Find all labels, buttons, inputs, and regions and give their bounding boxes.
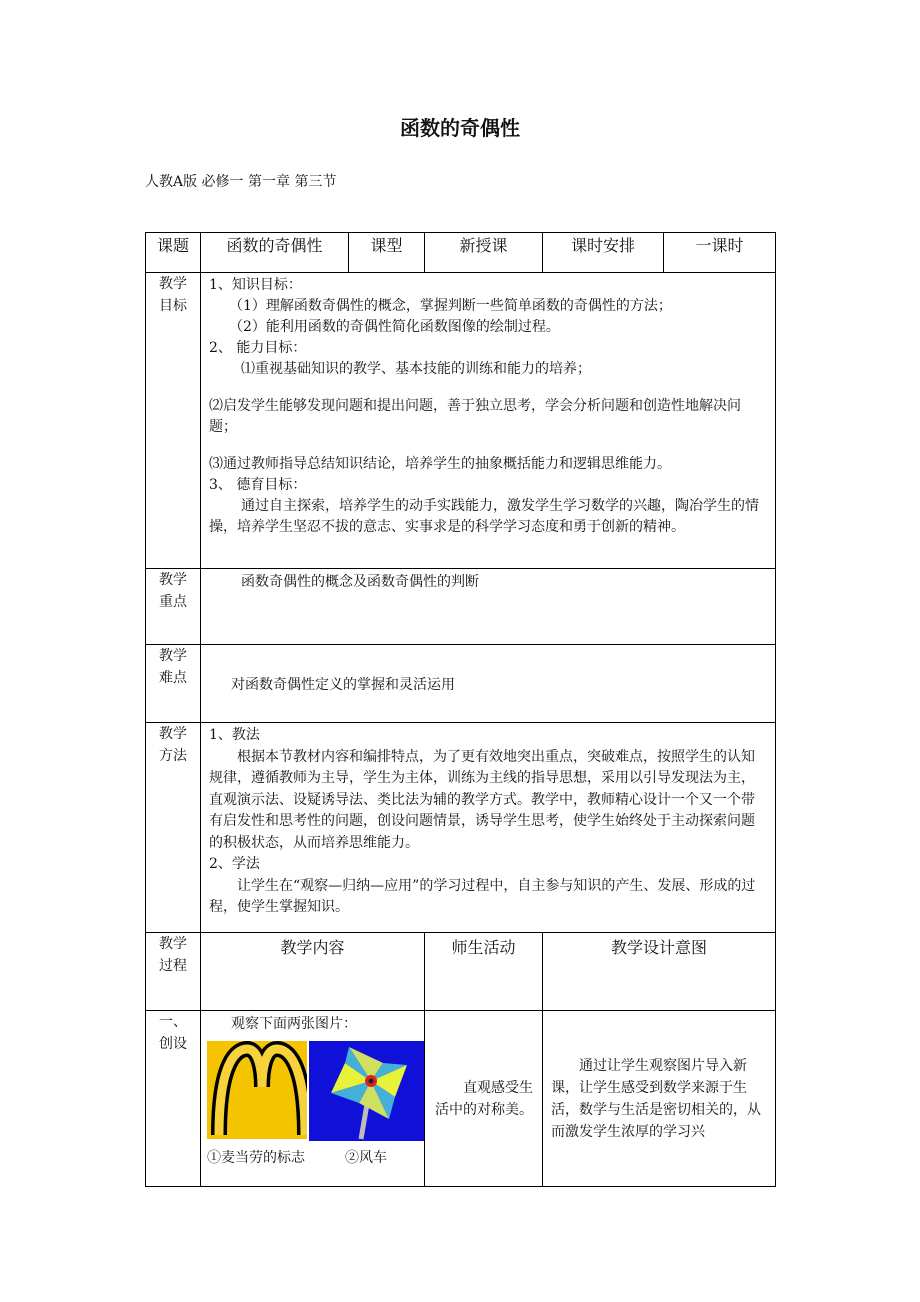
learning-method-text: 让学生在“观察—归纳—应用”的学习过程中，自主参与知识的产生、发展、形成的过程，使学生掌握知识。 — [209, 877, 756, 915]
ability-goal-3: ⑶通过教师指导总结知识结论，培养学生的抽象概括能力和逻辑思维能力。 — [209, 456, 671, 472]
method-row — [146, 723, 776, 933]
knowledge-goal-title: 1、知识目标： — [209, 277, 302, 293]
mcdonalds-logo-image — [207, 1041, 307, 1139]
step1-intro: 观察下面两张图片： — [231, 1016, 357, 1032]
caption-mcdonalds: ①麦当劳的标志 — [207, 1150, 305, 1166]
pinwheel-image — [309, 1041, 424, 1141]
golden-arches-icon — [207, 1041, 307, 1139]
focus-label — [146, 569, 201, 645]
lesson-plan-table — [145, 232, 776, 1187]
goals-label-2: 目标 — [159, 298, 187, 314]
goals-label — [146, 273, 201, 569]
teaching-method-title: 1、教法 — [209, 727, 260, 743]
step1-captions — [207, 1147, 424, 1169]
method-label — [146, 723, 201, 933]
process-header-row — [146, 933, 776, 1011]
process-label — [146, 933, 201, 1011]
step1-label — [146, 1011, 201, 1187]
difficulty-content: 对函数奇偶性定义的掌握和灵活运用 — [201, 645, 776, 723]
caption-pinwheel: ②风车 — [345, 1150, 387, 1166]
process-label-1: 教学 — [159, 936, 187, 952]
ability-goal-1: ⑴重视基础知识的教学、基本技能的训练和能力的培养； — [241, 361, 591, 377]
focus-row — [146, 569, 776, 645]
difficulty-row — [146, 645, 776, 723]
header-row — [146, 233, 776, 273]
process-intent-header: 教学设计意图 — [543, 933, 776, 1011]
learning-method-title: 2、学法 — [209, 856, 260, 872]
document-title: 函数的奇偶性 — [400, 116, 520, 140]
step1-activity: 直观感受生活中的对称美。 — [425, 1011, 543, 1187]
difficulty-label-2: 难点 — [159, 670, 187, 686]
pinwheel-icon — [309, 1041, 424, 1141]
header-topic-value: 函数的奇偶性 — [201, 233, 349, 273]
goals-label-1: 教学 — [159, 276, 187, 292]
step1-label-1: 一、 — [159, 1014, 187, 1030]
moral-goal-1: 通过自主探索，培养学生的动手实践能力，激发学生学习数学的兴趣，陶冶学生的情操，培养学生坚忍不拔的意志、实事求是的科学学习态度和勇于创新的精神。 — [209, 498, 759, 535]
method-label-1: 教学 — [159, 726, 187, 742]
step1-intent: 通过让学生观察图片导入新课，让学生感受到数学来源于生活，数学与生活是密切相关的，从而激发学生浓厚的学习兴 — [543, 1011, 776, 1187]
document-subtitle: 人教A版 必修一 第一章 第三节 — [145, 174, 337, 190]
header-type-label: 课型 — [349, 233, 425, 273]
teaching-method-text: 根据本节教材内容和编排特点，为了更有效地突出重点，突破难点，按照学生的认知规律，遵循教师为主导，学生为主体，训练为主线的指导思想，采用以引导发现法为主，直观演示法、设疑诱导法、类比法为辅的教学方式。教学中，教师精心设计一个又一个带有启发性和思考性的问题，创设问题情景，诱导学生思考，使学生始终处于主动探索问题的积极状态，从而培养思维能力。 — [209, 748, 755, 851]
method-label-2: 方法 — [159, 748, 187, 764]
header-topic-label: 课题 — [146, 233, 201, 273]
step1-row — [146, 1011, 776, 1187]
goals-content — [201, 273, 776, 569]
ability-goal-2: ⑵启发学生能够发现问题和提出问题，善于独立思考，学会分析问题和创造性地解决问题； — [209, 398, 741, 435]
focus-label-2: 重点 — [159, 594, 187, 610]
process-label-2: 过程 — [159, 958, 187, 974]
step1-images — [207, 1041, 424, 1141]
step1-label-2: 创设 — [159, 1036, 187, 1052]
header-schedule-value: 一课时 — [664, 233, 776, 273]
knowledge-goal-1: （1）理解函数奇偶性的概念，掌握判断一些简单函数的奇偶性的方法； — [229, 298, 672, 314]
step1-content — [201, 1011, 425, 1187]
difficulty-label — [146, 645, 201, 723]
process-content-header: 教学内容 — [201, 933, 425, 1011]
focus-content: 函数奇偶性的概念及函数奇偶性的判断 — [201, 569, 776, 645]
header-type-value: 新授课 — [425, 233, 543, 273]
ability-goal-title: 2、 能力目标： — [209, 340, 307, 356]
difficulty-label-1: 教学 — [159, 648, 187, 664]
method-content — [201, 723, 776, 933]
moral-goal-title: 3、 德育目标： — [209, 477, 307, 493]
goals-row — [146, 273, 776, 569]
header-schedule-label: 课时安排 — [543, 233, 664, 273]
focus-label-1: 教学 — [159, 572, 187, 588]
process-activity-header: 师生活动 — [425, 933, 543, 1011]
knowledge-goal-2: （2）能利用函数的奇偶性简化函数图像的绘制过程。 — [229, 319, 560, 335]
